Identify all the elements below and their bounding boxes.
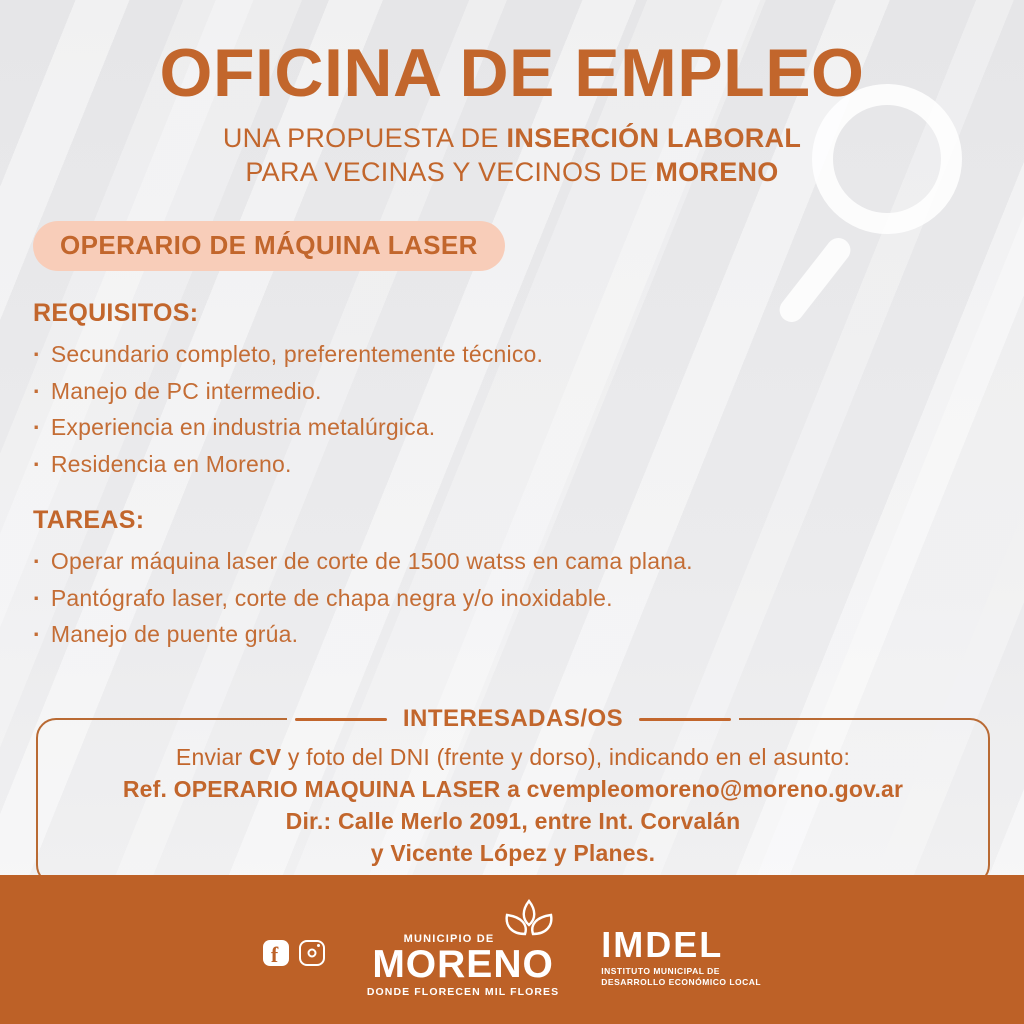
- subtitle-line2-normal: PARA VECINAS Y VECINOS DE: [245, 157, 656, 188]
- tasks-heading: TAREAS:: [33, 506, 145, 535]
- bullet: ·: [33, 584, 41, 611]
- page-title: OFICINA DE EMPLEO: [159, 35, 865, 111]
- list-item-text: Operar máquina laser de corte de 1500 watss en cama plana.: [50, 548, 693, 575]
- imdel-name: IMDEL: [601, 923, 724, 965]
- subtitle-line1-bold: INSERCIÓN LABORAL: [506, 123, 802, 154]
- contact-line-1-pre: Enviar: [175, 744, 249, 770]
- header: [0, 0, 1024, 189]
- instagram-lens: [307, 948, 316, 957]
- list-item: [33, 446, 1024, 483]
- instagram-dot: [317, 944, 320, 947]
- municipality-small-label: MUNICIPIO DE: [403, 932, 495, 945]
- list-item-text: Experiencia en industria metalúrgica.: [50, 414, 436, 441]
- bullet: ·: [33, 621, 41, 648]
- contact-line-address: Dir.: Calle Merlo 2091, entre Int. Corvalán: [285, 808, 741, 834]
- heading-rule-right: [639, 718, 731, 721]
- tasks-section: [33, 506, 1024, 653]
- subtitle: [0, 121, 1024, 189]
- bullet: ·: [33, 450, 41, 477]
- list-item-text: Pantógrafo laser, corte de chapa negra y/o inoxidable.: [50, 584, 613, 611]
- bullet: ·: [33, 377, 41, 404]
- contact-heading: [287, 705, 739, 733]
- heading-rule-left: [295, 718, 387, 721]
- job-title-badge: OPERARIO DE MÁQUINA LASER: [33, 221, 505, 271]
- contact-line-1: [58, 741, 968, 773]
- bullet: ·: [33, 414, 41, 441]
- list-item: [33, 336, 1024, 373]
- list-item: [33, 580, 1024, 617]
- imdel-sub-line1: INSTITUTO MUNICIPAL DE: [601, 965, 720, 976]
- imdel-logo: [601, 917, 761, 988]
- subtitle-line2-bold: MORENO: [655, 157, 779, 188]
- instagram-icon: [299, 940, 325, 966]
- contact-line-1-bold: CV: [248, 744, 282, 770]
- moreno-logo: [367, 907, 559, 999]
- contact-lines: [58, 741, 968, 869]
- tasks-list: [33, 543, 1024, 653]
- list-item-text: Secundario completo, preferentemente técnico.: [50, 341, 544, 368]
- requirements-heading: REQUISITOS:: [33, 299, 199, 328]
- list-item-text: Residencia en Moreno.: [50, 450, 292, 477]
- imdel-sub-line2: DESARROLLO ECONÓMICO LOCAL: [601, 977, 762, 987]
- contact-heading-text: INTERESADAS/OS: [402, 705, 624, 732]
- list-item-text: Manejo de puente grúa.: [50, 621, 299, 648]
- contact-box: [36, 705, 990, 885]
- footer-band: [0, 875, 1024, 1024]
- contact-line-1-post: y foto del DNI (frente y dorso), indicando en el asunto:: [281, 744, 851, 770]
- list-item-text: Manejo de PC intermedio.: [50, 377, 322, 404]
- facebook-icon: [263, 940, 289, 966]
- municipality-tagline: DONDE FLORECEN MIL FLORES: [366, 986, 560, 999]
- facebook-f-glyph: f: [270, 941, 279, 966]
- contact-line-email: Ref. OPERARIO MAQUINA LASER a cvempleomoreno@moreno.gov.ar: [122, 776, 904, 802]
- requirements-list: [33, 336, 1024, 482]
- contact-line-address-2: y Vicente López y Planes.: [370, 840, 656, 866]
- bullet: ·: [33, 548, 41, 575]
- list-item: [33, 543, 1024, 580]
- subtitle-line1-normal: UNA PROPUESTA DE: [222, 123, 507, 154]
- list-item: [33, 409, 1024, 446]
- requirements-section: [33, 299, 1024, 482]
- municipality-name: MORENO: [372, 942, 554, 986]
- list-item: [33, 616, 1024, 653]
- list-item: [33, 373, 1024, 410]
- bullet: ·: [33, 341, 41, 368]
- social-icons: [263, 940, 325, 966]
- imdel-subtitle: [601, 966, 761, 988]
